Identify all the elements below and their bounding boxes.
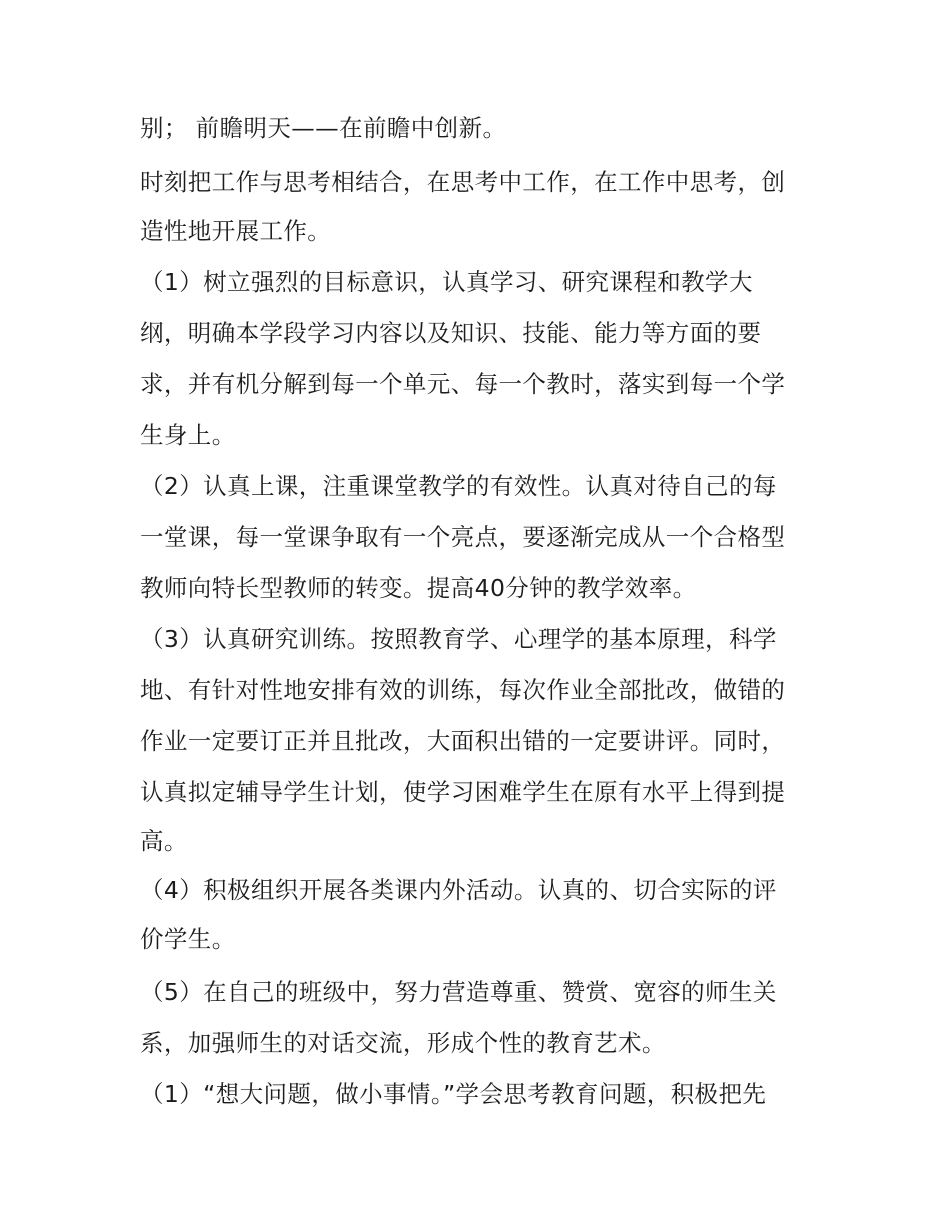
text-line: （4）积极组织开展各类课内外活动。认真的、切合实际的评 [140, 876, 777, 904]
text-line: 地、有针对性地安排有效的训练，每次作业全部批改，做错的 [140, 676, 786, 704]
text-line: 教师向特长型教师的转变。提高40分钟的教学效率。 [140, 574, 697, 602]
text-line: （5）在自己的班级中，努力营造尊重、赞赏、宽容的师生关 [140, 978, 777, 1006]
text-line: 别； 前瞻明天——在前瞻中创新。 [140, 114, 507, 142]
text-line: 纲，明确本学段学习内容以及知识、技能、能力等方面的要 [140, 319, 762, 347]
text-line: 认真拟定辅导学生计划，使学习困难学生在原有水平上得到提 [140, 778, 786, 806]
text-line: 生身上。 [140, 421, 236, 449]
text-line: （2）认真上课，注重课堂教学的有效性。认真对待自己的每 [140, 472, 777, 500]
text-line: （1）树立强烈的目标意识，认真学习、研究课程和教学大 [140, 268, 753, 296]
text-line: 系，加强师生的对话交流，形成个性的教育艺术。 [140, 1029, 666, 1057]
text-line: （1）“想大问题，做小事情。”学会思考教育问题，积极把先 [140, 1080, 767, 1108]
text-line: （3）认真研究训练。按照教育学、心理学的基本原理，科学 [140, 625, 777, 653]
text-line: 造性地开展工作。 [140, 217, 332, 245]
text-line: 一堂课，每一堂课争取有一个亮点，要逐渐完成从一个合格型 [140, 523, 786, 551]
text-line: 求，并有机分解到每一个单元、每一个教时，落实到每一个学 [140, 370, 786, 398]
text-line: 作业一定要订正并且批改，大面积出错的一定要讲评。同时， [140, 727, 786, 755]
text-line: 价学生。 [140, 925, 236, 953]
text-line: 高。 [140, 827, 188, 855]
text-line: 时刻把工作与思考相结合，在思考中工作，在工作中思考，创 [140, 168, 786, 196]
